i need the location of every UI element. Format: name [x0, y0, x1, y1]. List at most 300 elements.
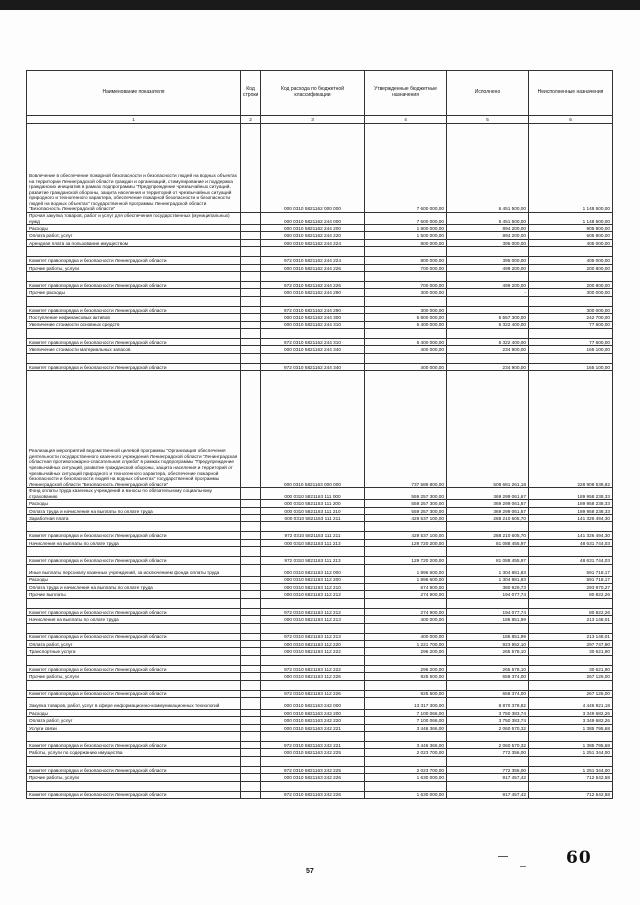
row-executed: 894 200,00 — [447, 232, 529, 239]
row-name: Иные выплаты персоналу казенных учреждений, за исключением фонда оплаты труда — [27, 564, 241, 576]
spacer-cell — [447, 781, 529, 791]
row-line-code — [241, 213, 261, 225]
row-expense-code: 000 0310 5821162 244 290 — [261, 289, 365, 296]
row-executed: 186 851,99 — [447, 616, 529, 623]
spacer-cell — [241, 353, 261, 363]
spacer-cell — [365, 732, 447, 742]
row-approved: 400 000,00 — [365, 633, 447, 640]
spacer-cell — [27, 598, 241, 608]
row-approved: 1 221 700,00 — [365, 640, 447, 647]
header-unexecuted: Неисполненные назначения — [529, 71, 613, 116]
table-row — [27, 640, 613, 647]
table-row — [27, 709, 613, 716]
row-expense-code: 972 0310 5821162 244 340 — [261, 363, 365, 370]
spacer-cell — [27, 655, 241, 665]
row-unexecuted: 30 621,90 — [529, 648, 613, 655]
spacer-row — [27, 598, 613, 608]
row-expense-code: 000 0310 5821162 244 340 — [261, 346, 365, 353]
header-executed: Исполнено — [447, 71, 529, 116]
row-unexecuted: 1 385 795,68 — [529, 724, 613, 731]
row-expense-code: 972 0310 5821162 244 224 — [261, 257, 365, 264]
spacer-cell — [27, 296, 241, 306]
spacer-cell — [261, 522, 365, 532]
table-row — [27, 539, 613, 546]
spacer-cell — [241, 247, 261, 257]
spacer-cell — [261, 296, 365, 306]
spacer-row — [27, 329, 613, 339]
row-expense-code: 000 0310 5821163 112 226 — [261, 673, 365, 680]
spacer-cell — [27, 522, 241, 532]
table-row — [27, 665, 613, 672]
row-name: Закупка товаров, работ, услуг в сфере информационно-коммуникационных технологий — [27, 697, 241, 709]
row-name: Заработная плата — [27, 515, 241, 522]
row-approved: 700 000,00 — [365, 264, 447, 271]
row-name: Начисления на выплаты по оплате труда — [27, 539, 241, 546]
row-expense-code: 000 0310 5821163 000 000 — [261, 371, 365, 488]
row-line-code — [241, 289, 261, 296]
row-line-code — [241, 742, 261, 749]
spacer-row — [27, 522, 613, 532]
row-expense-code: 972 0310 5821163 111 213 — [261, 557, 365, 564]
spacer-cell — [529, 598, 613, 608]
row-unexecuted: 189 958 238,33 — [529, 507, 613, 514]
spacer-cell — [261, 247, 365, 257]
row-executed: 917 457,42 — [447, 774, 529, 781]
row-approved: 400 000,00 — [365, 616, 447, 623]
row-unexecuted: 200 800,00 — [529, 264, 613, 271]
table-row — [27, 232, 613, 239]
row-executed: 772 356,00 — [447, 749, 529, 756]
spacer-cell — [529, 547, 613, 557]
row-executed: 508 681 261,18 — [447, 371, 529, 488]
row-line-code — [241, 766, 261, 773]
spacer-cell — [27, 732, 241, 742]
row-unexecuted: 242 700,00 — [529, 314, 613, 321]
row-expense-code: 000 0310 5821163 242 220 — [261, 717, 365, 724]
row-approved: 674 900,00 — [365, 584, 447, 591]
row-line-code — [241, 321, 261, 328]
spacer-row — [27, 623, 613, 633]
row-expense-code: 972 0310 5821163 111 211 — [261, 532, 365, 539]
row-expense-code: 000 0310 5821163 242 221 — [261, 724, 365, 731]
row-name: Фонд оплаты труда казенных учреждений и взносы по обязательному социальному страхованию — [27, 488, 241, 500]
row-executed: 2 060 570,32 — [447, 742, 529, 749]
row-line-code — [241, 576, 261, 583]
row-name: Комитет правопорядка и безопасности Ленинградской области — [27, 532, 241, 539]
spacer-cell — [365, 329, 447, 339]
row-expense-code: 000 0310 5821163 112 000 — [261, 564, 365, 576]
row-unexecuted: 1 148 500,00 — [529, 213, 613, 225]
row-name: Прочие работы, услуги — [27, 774, 241, 781]
spacer-cell — [447, 272, 529, 282]
row-line-code — [241, 232, 261, 239]
row-executed: 658 374,00 — [447, 690, 529, 697]
spacer-cell — [365, 781, 447, 791]
row-approved: 7 100 066,00 — [365, 709, 447, 716]
spacer-cell — [447, 296, 529, 306]
spacer-cell — [27, 272, 241, 282]
row-approved: 5 400 000,00 — [365, 339, 447, 346]
row-executed: 5 322 400,00 — [447, 321, 529, 328]
row-approved: 296 200,00 — [365, 648, 447, 655]
table-row — [27, 724, 613, 731]
row-line-code — [241, 690, 261, 697]
row-unexecuted: 213 148,01 — [529, 616, 613, 623]
handwritten-page-number: 60 — [566, 848, 592, 868]
row-line-code — [241, 584, 261, 591]
row-unexecuted: 1 251 344,00 — [529, 766, 613, 773]
row-line-code — [241, 371, 261, 488]
table-row — [27, 213, 613, 225]
row-approved: 3 446 366,00 — [365, 742, 447, 749]
row-expense-code: 972 0310 5821163 112 213 — [261, 633, 365, 640]
row-expense-code: 000 0310 5821163 242 225 — [261, 749, 365, 756]
table-row — [27, 282, 613, 289]
row-line-code — [241, 314, 261, 321]
header-expense-code: Код расхода по бюджетной классификации — [261, 71, 365, 116]
row-expense-code: 000 0310 5821162 244 200 — [261, 225, 365, 232]
row-expense-code: 000 0310 5821162 244 226 — [261, 264, 365, 271]
row-line-code — [241, 257, 261, 264]
row-unexecuted: 905 800,00 — [529, 225, 613, 232]
row-executed: 288 210 605,70 — [447, 532, 529, 539]
row-name: Прочие работы, услуги — [27, 673, 241, 680]
header-approved: Утвержденные бюджетные назначения — [365, 71, 447, 116]
spacer-cell — [261, 756, 365, 766]
row-expense-code: 000 0310 5821163 111 210 — [261, 507, 365, 514]
row-approved: 1 630 000,00 — [365, 791, 447, 798]
spacer-cell — [529, 353, 613, 363]
row-line-code — [241, 724, 261, 731]
row-name: Увеличение стоимости материальных запасов — [27, 346, 241, 353]
row-approved: 300 000,00 — [365, 306, 447, 313]
spacer-cell — [365, 353, 447, 363]
row-executed: 917 457,42 — [447, 791, 529, 798]
row-unexecuted: 77 600,00 — [529, 321, 613, 328]
row-line-code — [241, 616, 261, 623]
row-unexecuted: 405 000,00 — [529, 257, 613, 264]
table-row — [27, 742, 613, 749]
table-row — [27, 576, 613, 583]
row-executed: 499 200,00 — [447, 282, 529, 289]
spacer-row — [27, 272, 613, 282]
header-line-code: Код строки — [241, 71, 261, 116]
row-expense-code: 000 0310 5821162 244 300 — [261, 314, 365, 321]
row-name: Расходы — [27, 500, 241, 507]
spacer-cell — [447, 680, 529, 690]
row-name: Начисления на выплаты по оплате труда — [27, 616, 241, 623]
spacer-cell — [27, 756, 241, 766]
row-expense-code: 000 0310 5821163 242 200 — [261, 709, 365, 716]
row-unexecuted: 141 326 494,30 — [529, 515, 613, 522]
row-name: Расходы — [27, 709, 241, 716]
row-expense-code: 000 0310 5821162 244 220 — [261, 232, 365, 239]
table-row — [27, 557, 613, 564]
row-approved: 800 000,00 — [365, 239, 447, 246]
spacer-row — [27, 732, 613, 742]
row-approved: 3 446 366,00 — [365, 724, 447, 731]
row-executed: 395 000,00 — [447, 239, 529, 246]
row-line-code — [241, 488, 261, 500]
table-row — [27, 363, 613, 370]
row-executed: 265 578,10 — [447, 648, 529, 655]
column-number: 5 — [447, 116, 529, 124]
row-executed: 923 952,10 — [447, 640, 529, 647]
row-approved: 13 317 300,00 — [365, 697, 447, 709]
row-line-code — [241, 774, 261, 781]
row-unexecuted: 189 958 238,33 — [529, 500, 613, 507]
row-expense-code: 000 0310 5821162 244 310 — [261, 321, 365, 328]
spacer-row — [27, 781, 613, 791]
row-name: Оплата работ, услуг — [27, 232, 241, 239]
spacer-cell — [241, 623, 261, 633]
table-row — [27, 697, 613, 709]
row-line-code — [241, 648, 261, 655]
row-line-code — [241, 264, 261, 271]
spacer-row — [27, 655, 613, 665]
row-unexecuted: 77 600,00 — [529, 339, 613, 346]
table-row — [27, 507, 613, 514]
table-row — [27, 321, 613, 328]
row-executed: 234 900,00 — [447, 363, 529, 370]
spacer-cell — [27, 781, 241, 791]
row-expense-code: 000 0310 5821163 112 210 — [261, 584, 365, 591]
row-approved: 274 900,00 — [365, 591, 447, 598]
row-executed: 234 900,00 — [447, 346, 529, 353]
spacer-row — [27, 680, 613, 690]
row-line-code — [241, 539, 261, 546]
spacer-cell — [447, 522, 529, 532]
spacer-cell — [261, 623, 365, 633]
row-name: Комитет правопорядка и безопасности Ленинградской области — [27, 766, 241, 773]
table-row — [27, 124, 613, 213]
column-number: 3 — [261, 116, 365, 124]
row-unexecuted: 213 148,01 — [529, 633, 613, 640]
row-expense-code: 000 0310 5821163 112 212 — [261, 591, 365, 598]
spacer-cell — [529, 329, 613, 339]
table-row — [27, 257, 613, 264]
row-name: Поступление нефинансовых активов — [27, 314, 241, 321]
row-approved: 1 630 000,00 — [365, 774, 447, 781]
row-approved: 559 257 300,00 — [365, 488, 447, 500]
row-name: Работы, услуги по содержанию имущества — [27, 749, 241, 756]
row-unexecuted: 228 908 538,82 — [529, 371, 613, 488]
spacer-cell — [447, 329, 529, 339]
row-expense-code: 000 0310 5821163 242 226 — [261, 774, 365, 781]
row-executed: 3 750 383,74 — [447, 717, 529, 724]
table-row — [27, 766, 613, 773]
row-line-code — [241, 791, 261, 798]
row-approved: 1 500 000,00 — [365, 232, 447, 239]
row-expense-code: 000 0310 5821163 111 000 — [261, 488, 365, 500]
spacer-cell — [447, 247, 529, 257]
row-name: Комитет правопорядка и безопасности Ленинградской области — [27, 633, 241, 640]
row-approved: 700 000,00 — [365, 282, 447, 289]
row-executed: 5 322 400,00 — [447, 339, 529, 346]
spacer-cell — [241, 547, 261, 557]
row-executed: 395 000,00 — [447, 257, 529, 264]
row-line-code — [241, 749, 261, 756]
row-expense-code: 000 0310 5821162 244 224 — [261, 239, 365, 246]
row-name: Комитет правопорядка и безопасности Ленинградской области — [27, 665, 241, 672]
spacer-cell — [365, 623, 447, 633]
spacer-cell — [529, 732, 613, 742]
table-row — [27, 339, 613, 346]
row-approved: 2 023 700,00 — [365, 749, 447, 756]
table-row — [27, 500, 613, 507]
spacer-cell — [447, 732, 529, 742]
row-executed: 81 088 455,97 — [447, 557, 529, 564]
row-unexecuted: 189 958 238,33 — [529, 488, 613, 500]
row-expense-code: 000 0310 5821163 112 200 — [261, 576, 365, 583]
spacer-cell — [529, 655, 613, 665]
column-number: 1 — [27, 116, 241, 124]
spacer-cell — [261, 329, 365, 339]
row-executed: 288 210 605,70 — [447, 515, 529, 522]
row-line-code — [241, 282, 261, 289]
row-executed: 186 851,99 — [447, 633, 529, 640]
spacer-cell — [241, 756, 261, 766]
spacer-row — [27, 247, 613, 257]
pencil-mark — [498, 856, 508, 857]
row-approved: 300 000,00 — [365, 289, 447, 296]
table-row — [27, 564, 613, 576]
row-executed: 1 304 881,83 — [447, 576, 529, 583]
row-unexecuted: 297 747,90 — [529, 640, 613, 647]
row-approved: 7 600 000,00 — [365, 213, 447, 225]
column-number-row — [27, 116, 613, 124]
row-expense-code: 972 0310 5821163 112 212 — [261, 608, 365, 615]
row-line-code — [241, 633, 261, 640]
row-expense-code: 000 0310 5821163 111 213 — [261, 539, 365, 546]
table-row — [27, 584, 613, 591]
row-unexecuted: 712 542,58 — [529, 774, 613, 781]
row-unexecuted: 591 718,17 — [529, 564, 613, 576]
spacer-cell — [241, 598, 261, 608]
spacer-cell — [529, 247, 613, 257]
table-body — [27, 124, 613, 799]
table-row — [27, 532, 613, 539]
spacer-cell — [241, 655, 261, 665]
table-row — [27, 515, 613, 522]
table-row — [27, 225, 613, 232]
row-line-code — [241, 709, 261, 716]
spacer-cell — [261, 547, 365, 557]
row-approved: 737 589 800,00 — [365, 371, 447, 488]
row-executed: 194 077,74 — [447, 591, 529, 598]
row-expense-code: 972 0310 5821163 242 221 — [261, 742, 365, 749]
row-name: Оплата труда и начисления на выплаты по оплате труда — [27, 507, 241, 514]
spacer-cell — [447, 547, 529, 557]
spacer-cell — [529, 272, 613, 282]
row-approved: 400 000,00 — [365, 346, 447, 353]
row-approved: 400 000,00 — [365, 363, 447, 370]
table-row — [27, 690, 613, 697]
spacer-cell — [241, 522, 261, 532]
spacer-cell — [27, 353, 241, 363]
row-line-code — [241, 306, 261, 313]
row-unexecuted: 405 000,00 — [529, 239, 613, 246]
table-row — [27, 314, 613, 321]
row-line-code — [241, 500, 261, 507]
row-unexecuted: 1 385 795,68 — [529, 742, 613, 749]
table-row — [27, 608, 613, 615]
row-approved: 429 537 100,00 — [365, 532, 447, 539]
row-name: Комитет правопорядка и безопасности Ленинградской области — [27, 742, 241, 749]
row-name: Прочие выплаты — [27, 591, 241, 598]
row-line-code — [241, 564, 261, 576]
spacer-cell — [261, 781, 365, 791]
row-name: Комитет правопорядка и безопасности Ленинградской области — [27, 608, 241, 615]
row-unexecuted: 300 000,00 — [529, 306, 613, 313]
row-executed: 5 557 300,00 — [447, 314, 529, 321]
spacer-cell — [529, 781, 613, 791]
row-name: Реализация мероприятий ведомственной целевой программы "Организация обеспечения деятельности государственного казенного учреждения Ленинградской области "Ленинградская областная противопожарно-спасательная служба" в рамках подпрограммы "Предупреждение чрезвычайных ситуаций, развитие гражданской обороны, защита населения и территорий от чрезвычайных ситуаций природного и техногенного характера, обеспечение пожарной безопасности и безопасности людей на водных объектах" государственной программы Ленинградской области "Безопасность Ленинградской области" — [27, 371, 241, 488]
spacer-cell — [529, 680, 613, 690]
spacer-cell — [529, 296, 613, 306]
row-executed: 369 299 061,67 — [447, 488, 529, 500]
row-line-code — [241, 532, 261, 539]
row-expense-code: 000 0310 5821163 242 000 — [261, 697, 365, 709]
row-name: Прочие работы, услуги — [27, 264, 241, 271]
column-number: 6 — [529, 116, 613, 124]
row-line-code — [241, 591, 261, 598]
row-name: Комитет правопорядка и безопасности Ленинградской области — [27, 690, 241, 697]
row-name: Прочая закупка товаров, работ и услуг для обеспечения государственных (муниципальных) нужд — [27, 213, 241, 225]
row-line-code — [241, 225, 261, 232]
row-unexecuted: 48 631 744,03 — [529, 539, 613, 546]
spacer-cell — [241, 680, 261, 690]
row-executed: 265 578,10 — [447, 665, 529, 672]
row-name: Вовлечение в обеспечение пожарной безопасности и безопасности людей на водных объектах на территории Ленинградской области граждан и организаций, стимулирование и поддержка гражданских инициатив в рамках подпрограммы "Предупреждение чрезвычайных ситуаций, развитие гражданской обороны, защита населения и территорий от чрезвычайных ситуаций природного и техногенного характера, обеспечение пожарной безопасности и безопасности людей на водных объектах" государственной программы Ленинградской области "Безопасность Ленинградской области" — [27, 124, 241, 213]
spacer-row — [27, 296, 613, 306]
row-name: Услуги связи — [27, 724, 241, 731]
row-approved: 7 600 000,00 — [365, 124, 447, 213]
spacer-cell — [447, 655, 529, 665]
row-executed: 369 299 061,67 — [447, 507, 529, 514]
row-executed: 194 077,74 — [447, 608, 529, 615]
row-approved: 274 900,00 — [365, 608, 447, 615]
spacer-cell — [261, 732, 365, 742]
row-name: Комитет правопорядка и безопасности Ленинградской области — [27, 791, 241, 798]
row-line-code — [241, 557, 261, 564]
row-name: Арендная плата за пользование имуществом — [27, 239, 241, 246]
row-expense-code: 000 0310 5821163 112 222 — [261, 648, 365, 655]
row-unexecuted: 1 148 500,00 — [529, 124, 613, 213]
spacer-cell — [365, 272, 447, 282]
row-unexecuted: 712 542,58 — [529, 791, 613, 798]
row-unexecuted: 200 800,00 — [529, 282, 613, 289]
spacer-cell — [27, 623, 241, 633]
table-row — [27, 774, 613, 781]
row-name: Оплата работ, услуг — [27, 640, 241, 647]
table-row — [27, 264, 613, 271]
row-executed: 380 929,73 — [447, 584, 529, 591]
row-unexecuted: 165 100,00 — [529, 346, 613, 353]
row-approved: 296 200,00 — [365, 665, 447, 672]
spacer-cell — [365, 547, 447, 557]
table-row — [27, 306, 613, 313]
row-executed: 8 870 378,82 — [447, 697, 529, 709]
row-name: Комитет правопорядка и безопасности Ленинградской области — [27, 282, 241, 289]
spacer-cell — [241, 272, 261, 282]
header-indicator-name: Наименование показателя — [27, 71, 241, 116]
row-line-code — [241, 124, 261, 213]
row-line-code — [241, 697, 261, 709]
column-number: 4 — [365, 116, 447, 124]
row-approved: 559 257 300,00 — [365, 507, 447, 514]
table-row — [27, 791, 613, 798]
